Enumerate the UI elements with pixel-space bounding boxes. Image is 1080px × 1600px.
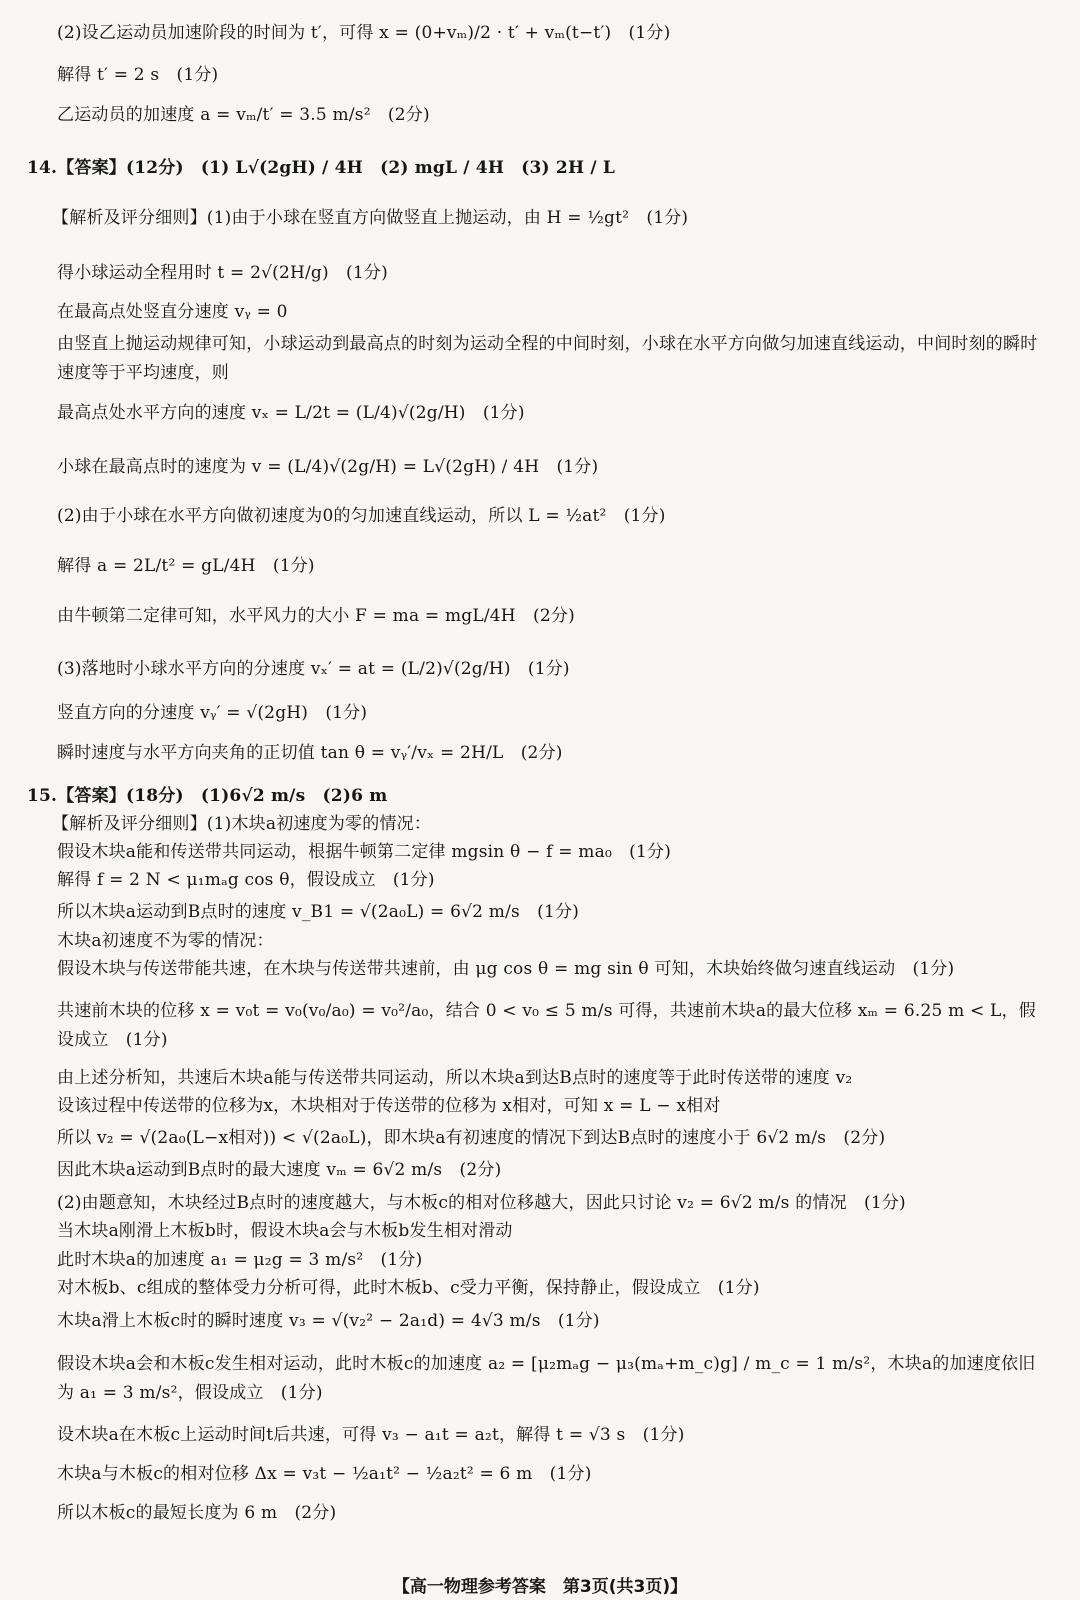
- solution-line: 解得 a = 2L/t² = gL/4H (1分): [57, 556, 315, 576]
- solution-line: 因此木块a运动到B点时的最大速度 vₘ = 6√2 m/s (2分): [57, 1160, 502, 1180]
- solution-line: (3)落地时小球水平方向的分速度 vₓ′ = at = (L/2)√(2g/H) (1分): [57, 659, 570, 679]
- solution-line: 假设木块a能和传送带共同运动，根据牛顿第二定律 mgsin θ − f = ma₀ (1分): [57, 842, 672, 862]
- solution-line: 【解析及评分细则】(1)木块a初速度为零的情况：: [52, 814, 432, 834]
- solution-line: 当木块a刚滑上木板b时，假设木块a会与木板b发生相对滑动: [57, 1221, 513, 1241]
- solution-line: (2)由题意知，木块经过B点时的速度越大，与木板c的相对位移越大，因此只讨论 v₂ = 6√2 m/s 的情况 (1分): [57, 1193, 906, 1213]
- solution-line: 14.【答案】(12分) (1) L√(2gH) / 4H (2) mgL / 4H (3) 2H / L: [27, 158, 616, 178]
- solution-line: 假设木块a会和木板c发生相对运动，此时木板c的加速度 a₂ = [μ₂mₐg − μ₃(mₐ+m_c)g] / m_c = 1 m/s²，木块a的加速度依旧为 a₁ = 3 m/s²，假设成立 (1分): [57, 1354, 1036, 1403]
- solution-line: 在最高点处竖直分速度 vᵧ = 0: [57, 302, 288, 322]
- solution-line: 由竖直上抛运动规律可知，小球运动到最高点的时刻为运动全程的中间时刻，小球在水平方向做匀加速直线运动，中间时刻的瞬时速度等于平均速度，则: [57, 334, 1038, 383]
- solution-line: 【解析及评分细则】(1)由于小球在竖直方向做竖直上抛运动，由 H = ½gt² (1分): [52, 208, 689, 228]
- solution-line: 竖直方向的分速度 vᵧ′ = √(2gH) (1分): [57, 703, 368, 723]
- solution-line: 木块a滑上木板c时的瞬时速度 v₃ = √(v₂² − 2a₁d) = 4√3 m/s (1分): [57, 1311, 600, 1331]
- solution-line: 对木板b、c组成的整体受力分析可得，此时木板b、c受力平衡，保持静止，假设成立 (1分): [57, 1278, 760, 1298]
- solution-line: 所以木块a运动到B点时的速度 v_B1 = √(2a₀L) = 6√2 m/s (1分): [57, 902, 580, 922]
- solution-line: 乙运动员的加速度 a = vₘ/t′ = 3.5 m/s² (2分): [57, 105, 430, 125]
- solution-line: 木块a初速度不为零的情况：: [57, 931, 274, 951]
- solution-line: 设该过程中传送带的位移为x，木块相对于传送带的位移为 x相对，可知 x = L − x相对: [57, 1096, 721, 1116]
- solution-line: 假设木块与传送带能共速，在木块与传送带共速前，由 μg cos θ = mg sin θ 可知，木块始终做匀速直线运动 (1分): [57, 959, 955, 979]
- solution-line: (2)由于小球在水平方向做初速度为0的匀加速直线运动，所以 L = ½at² (1分): [57, 506, 666, 526]
- solution-line: 得小球运动全程用时 t = 2√(2H/g) (1分): [57, 263, 388, 283]
- solution-line: 由上述分析知，共速后木块a能与传送带共同运动，所以木块a到达B点时的速度等于此时传送带的速度 v₂: [57, 1068, 853, 1088]
- solution-line: 设木块a在木板c上运动时间t后共速，可得 v₃ − a₁t = a₂t，解得 t = √3 s (1分): [57, 1425, 685, 1445]
- solution-line: 最高点处水平方向的速度 vₓ = L/2t = (L/4)√(2g/H) (1分): [57, 403, 525, 423]
- solution-line: 木块a与木板c的相对位移 Δx = v₃t − ½a₁t² − ½a₂t² = 6 m (1分): [57, 1464, 592, 1484]
- page-footer: 【高一物理参考答案 第3页(共3页)】: [392, 1577, 688, 1597]
- solution-line: 解得 t′ = 2 s (1分): [57, 65, 219, 85]
- solution-line: 所以木板c的最短长度为 6 m (2分): [57, 1503, 337, 1523]
- solution-line: 瞬时速度与水平方向夹角的正切值 tan θ = vᵧ′/vₓ = 2H/L (2分): [57, 743, 563, 763]
- solution-line: 所以 v₂ = √(2a₀(L−x相对)) < √(2a₀L)，即木块a有初速度的情况下到达B点时的速度小于 6√2 m/s (2分): [57, 1128, 886, 1148]
- solution-line: (2)设乙运动员加速阶段的时间为 t′，可得 x = (0+vₘ)/2 · t′ + vₘ(t−t′) (1分): [57, 23, 671, 43]
- solution-line: 由牛顿第二定律可知，水平风力的大小 F = ma = mgL/4H (2分): [57, 606, 575, 626]
- solution-line: 解得 f = 2 N < μ₁mₐg cos θ，假设成立 (1分): [57, 870, 435, 890]
- solution-line: 此时木块a的加速度 a₁ = μ₂g = 3 m/s² (1分): [57, 1250, 423, 1270]
- solution-line: 小球在最高点时的速度为 v = (L/4)√(2g/H) = L√(2gH) / 4H (1分): [57, 457, 599, 477]
- solution-line: 15.【答案】(18分) (1)6√2 m/s (2)6 m: [27, 786, 388, 806]
- solution-line: 共速前木块的位移 x = v₀t = v₀(v₀/a₀) = v₀²/a₀，结合 0 < v₀ ≤ 5 m/s 可得，共速前木块a的最大位移 xₘ = 6.25 m < L，假设成立 (1分): [57, 1001, 1036, 1050]
